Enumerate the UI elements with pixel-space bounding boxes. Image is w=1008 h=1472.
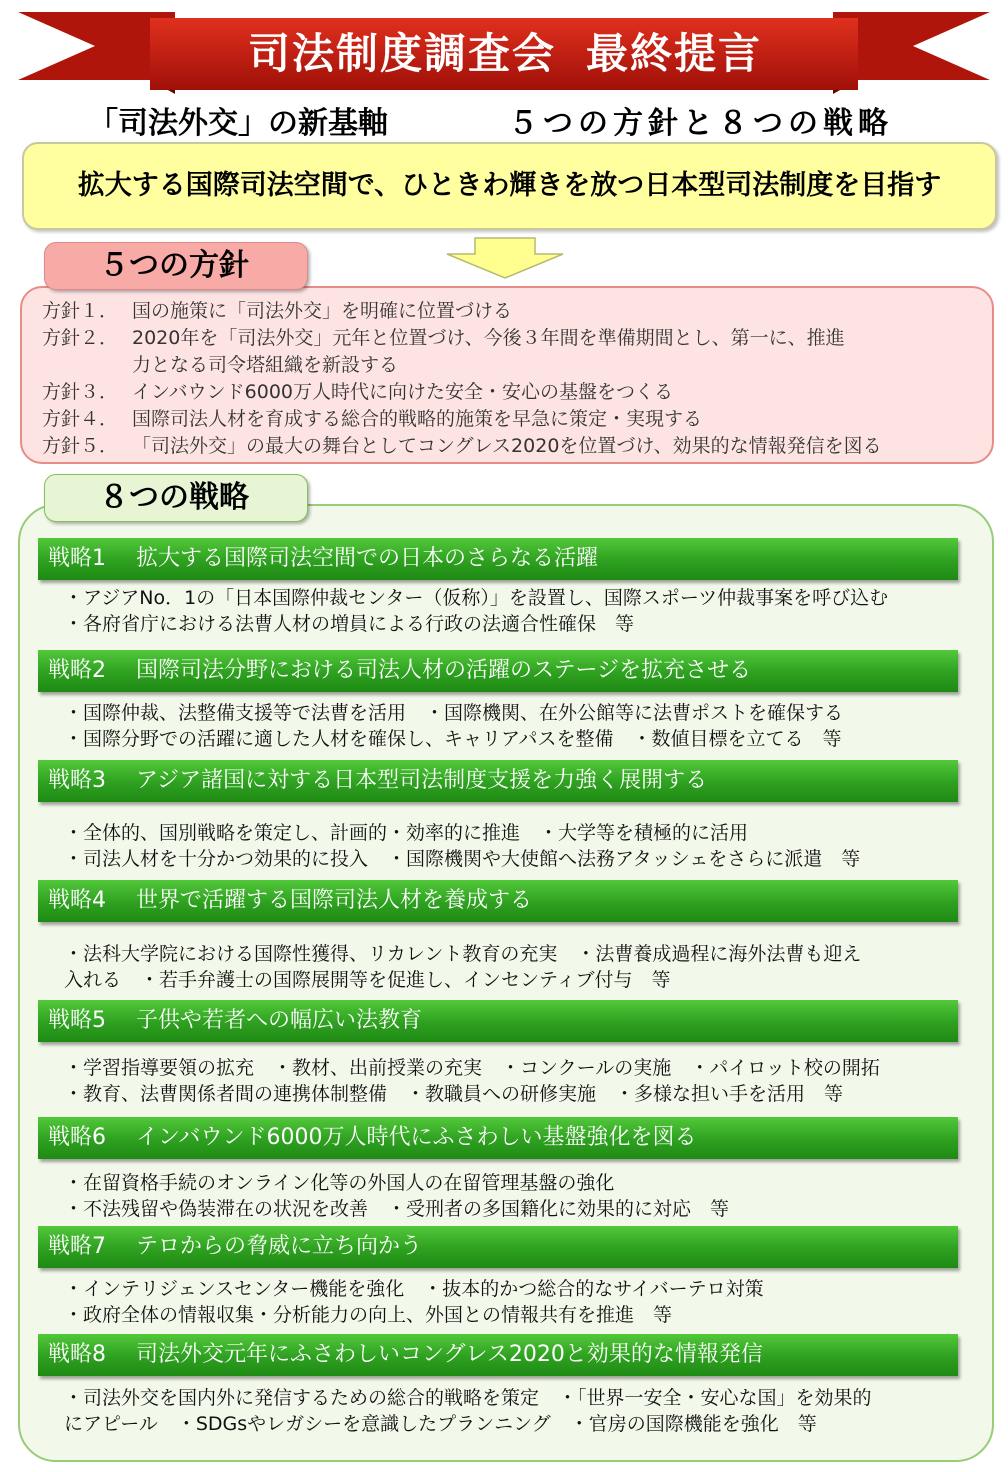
- strategy-detail-line: ・不法残留や偽装滞在の状況を改善 ・受刑者の多国籍化に効果的に対応 等: [64, 1198, 730, 1220]
- policies-list: [42, 298, 992, 460]
- strategy-detail-line: ・司法外交を国内外に発信するための総合的戦略を策定 ・「世界一安全・安心な国」を効果的: [64, 1387, 872, 1409]
- title-banner: [0, 0, 1008, 100]
- strategy-title: 拡大する国際司法空間での日本のさらなる活躍: [136, 546, 599, 571]
- strategy-title: 司法外交元年にふさわしいコングレス2020と効果的な情報発信: [136, 1342, 763, 1367]
- strategy-detail-line: ・学習指導要領の拡充 ・教材、出前授業の充実 ・コンクールの実施 ・パイロット校の開拓: [64, 1057, 880, 1079]
- strategy-header: [38, 1334, 958, 1376]
- policy-number: 方針３．: [42, 381, 119, 403]
- strategy-number: 戦略3: [48, 768, 106, 793]
- strategy-title: 子供や若者への幅広い法教育: [136, 1008, 423, 1033]
- strategy-detail-line: 入れる ・若手弁護士の国際展開等を促進し、インセンティブ付与 等: [64, 969, 671, 991]
- policy-item: [42, 298, 992, 325]
- strategy-number: 戦略5: [48, 1008, 106, 1033]
- strategy-number: 戦略4: [48, 888, 106, 913]
- policy-text: インバウンド6000万人時代に向けた安全・安心の基盤をつくる: [132, 381, 674, 403]
- strategy-title: テロからの脅威に立ち向かう: [136, 1234, 423, 1259]
- strategy-header: [38, 880, 958, 922]
- strategy-header: [38, 1000, 958, 1042]
- policy-item: [42, 406, 992, 433]
- policy-number: 方針４．: [42, 408, 119, 430]
- policy-text: 国の施策に「司法外交」を明確に位置づける: [132, 300, 513, 322]
- strategy-title: 国際司法分野における司法人材の活躍のステージを拡充させる: [136, 658, 752, 683]
- strategy-detail-line: ・国際仲裁、法整備支援等で法曹を活用 ・国際機関、在外公館等に法曹ポストを確保する: [64, 702, 844, 724]
- strategy-detail-line: ・全体的、国別戦略を策定し、計画的・効率的に推進 ・大学等を積極的に活用: [64, 822, 749, 844]
- strategy-title: インバウンド6000万人時代にふさわしい基盤強化を図る: [136, 1125, 697, 1150]
- strategy-detail-line: にアピール ・SDGsやレガシーを意識したプランニング ・官房の国際機能を強化 等: [64, 1413, 817, 1435]
- strategy-details: [64, 820, 964, 872]
- policy-item: [42, 379, 992, 406]
- strategy-detail-line: ・アジアNo．1の「日本国際仲裁センター（仮称）」を設置し、国際スポーツ仲裁事案を呼び込む: [64, 587, 889, 609]
- goal-statement: 拡大する国際司法空間で、ひときわ輝きを放つ日本型司法制度を目指す: [22, 142, 997, 230]
- strategy-details: [64, 700, 964, 752]
- policy-number: 方針１．: [42, 300, 119, 322]
- policy-number: 方針５．: [42, 435, 119, 457]
- strategy-header: [38, 1117, 958, 1159]
- strategy-details: [64, 1170, 964, 1222]
- strategy-number: 戦略7: [48, 1234, 106, 1259]
- strategies-label: ８つの戦略: [44, 474, 308, 522]
- page-title: 司法制度調査会 最終提言: [247, 29, 763, 78]
- strategy-number: 戦略1: [48, 546, 106, 571]
- strategy-detail-line: ・教育、法曹関係者間の連携体制整備 ・教職員への研修実施 ・多様な担い手を活用 等: [64, 1083, 844, 1105]
- policies-label: ５つの方針: [44, 242, 308, 290]
- strategy-details: [64, 585, 964, 637]
- strategy-header: [38, 538, 958, 580]
- strategy-number: 戦略8: [48, 1342, 106, 1367]
- down-arrow-icon: [445, 236, 565, 280]
- strategy-detail-line: ・各府省庁における法曹人材の増員による行政の法適合性確保 等: [64, 613, 635, 635]
- strategy-details: [64, 1385, 964, 1437]
- policy-text-continued: 力となる司令塔組織を新設する: [132, 354, 399, 376]
- strategy-details: [64, 1276, 964, 1328]
- policy-text: 国際司法人材を育成する総合的戦略的施策を早急に策定・実現する: [132, 408, 703, 430]
- strategy-header: [38, 1226, 958, 1268]
- strategy-detail-line: ・司法人材を十分かつ効果的に投入 ・国際機関や大使館へ法務アタッシェをさらに派遣 等: [64, 848, 861, 870]
- strategy-detail-line: ・国際分野での活躍に適した人材を確保し、キャリアパスを整備 ・数値目標を立てる 等: [64, 728, 842, 750]
- policy-number: 方針２．: [42, 327, 119, 349]
- strategy-detail-line: ・インテリジェンスセンター機能を強化 ・抜本的かつ総合的なサイバーテロ対策: [64, 1278, 764, 1300]
- policy-item: [42, 325, 992, 352]
- strategy-detail-line: ・法科大学院における国際性獲得、リカレント教育の充実 ・法曹養成過程に海外法曹も迎え: [64, 943, 862, 965]
- policy-item: [42, 433, 992, 460]
- strategy-number: 戦略6: [48, 1125, 106, 1150]
- strategy-details: [64, 941, 964, 993]
- strategy-detail-line: ・在留資格手続のオンライン化等の外国人の在留管理基盤の強化: [64, 1172, 615, 1194]
- strategy-details: [64, 1055, 964, 1107]
- subheading-new-axis: 「司法外交」の新基軸: [88, 106, 388, 141]
- policy-text: 「司法外交」の最大の舞台としてコングレス2020を位置づけ、効果的な情報発信を図る: [132, 435, 882, 457]
- policy-text: 2020年を「司法外交」元年と位置づけ、今後３年間を準備期間とし、第一に、推進: [132, 327, 845, 349]
- strategy-title: 世界で活躍する国際司法人材を養成する: [136, 888, 533, 913]
- strategy-number: 戦略2: [48, 658, 106, 683]
- strategy-header: [38, 650, 958, 692]
- strategy-title: アジア諸国に対する日本型司法制度支援を力強く展開する: [136, 768, 708, 793]
- strategy-header: [38, 760, 958, 802]
- subheading-policies-strategies: ５つの方針と８つの戦略: [508, 106, 893, 141]
- strategy-detail-line: ・政府全体の情報収集・分析能力の向上、外国との情報共有を推進 等: [64, 1304, 673, 1326]
